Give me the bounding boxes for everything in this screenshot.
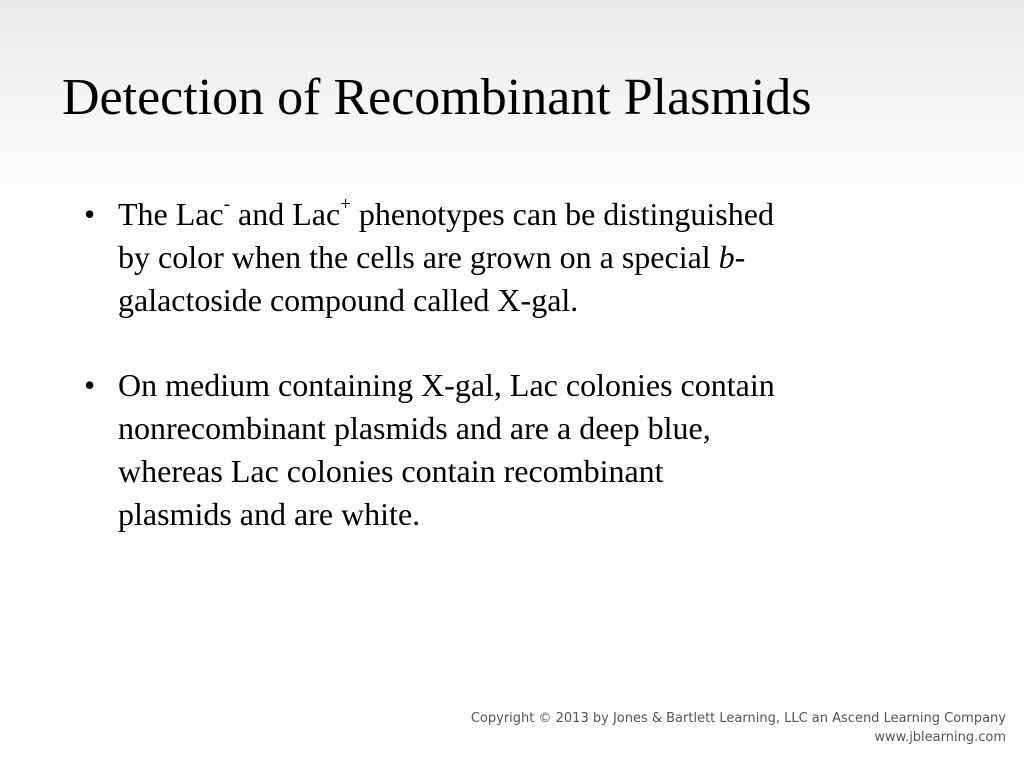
publisher-website: www.jblearning.com bbox=[874, 730, 1006, 745]
text-run: by color when the cells are grown on a special bbox=[118, 239, 719, 275]
bullet-line: galactoside compound called X-gal. bbox=[118, 282, 579, 318]
italic-b: b bbox=[718, 239, 735, 275]
footer bbox=[471, 709, 1006, 747]
text-run: The Lac bbox=[118, 196, 224, 232]
bullet-list bbox=[84, 193, 964, 536]
bullet-line: whereas Lac colonies contain recombinant bbox=[118, 453, 664, 489]
bullet-item-x-gal-colonies bbox=[84, 364, 964, 536]
slide-title: Detection of Recombinant Plasmids bbox=[62, 69, 812, 126]
bullet-text bbox=[118, 193, 964, 322]
text-run: and Lac bbox=[230, 196, 341, 232]
bullet-line: On medium containing X-gal, Lac colonies contain bbox=[118, 367, 775, 403]
text-run: - bbox=[734, 239, 746, 275]
bullet-dot: • bbox=[84, 367, 96, 403]
copyright-notice: Copyright © 2013 by Jones & Bartlett Learning, LLC an Ascend Learning Company bbox=[470, 711, 1006, 726]
superscript-plus: + bbox=[340, 194, 351, 216]
text-run: phenotypes can be distinguished bbox=[350, 196, 774, 232]
bullet-line bbox=[118, 236, 964, 279]
bullet-line bbox=[118, 193, 964, 236]
bullet-item-lac-phenotypes bbox=[84, 193, 964, 322]
superscript-minus: - bbox=[223, 194, 231, 216]
bullet-dot: • bbox=[84, 196, 96, 232]
bullet-line: plasmids and are white. bbox=[118, 496, 421, 532]
bullet-line: nonrecombinant plasmids and are a deep blue, bbox=[118, 410, 711, 446]
bullet-text bbox=[118, 364, 964, 536]
